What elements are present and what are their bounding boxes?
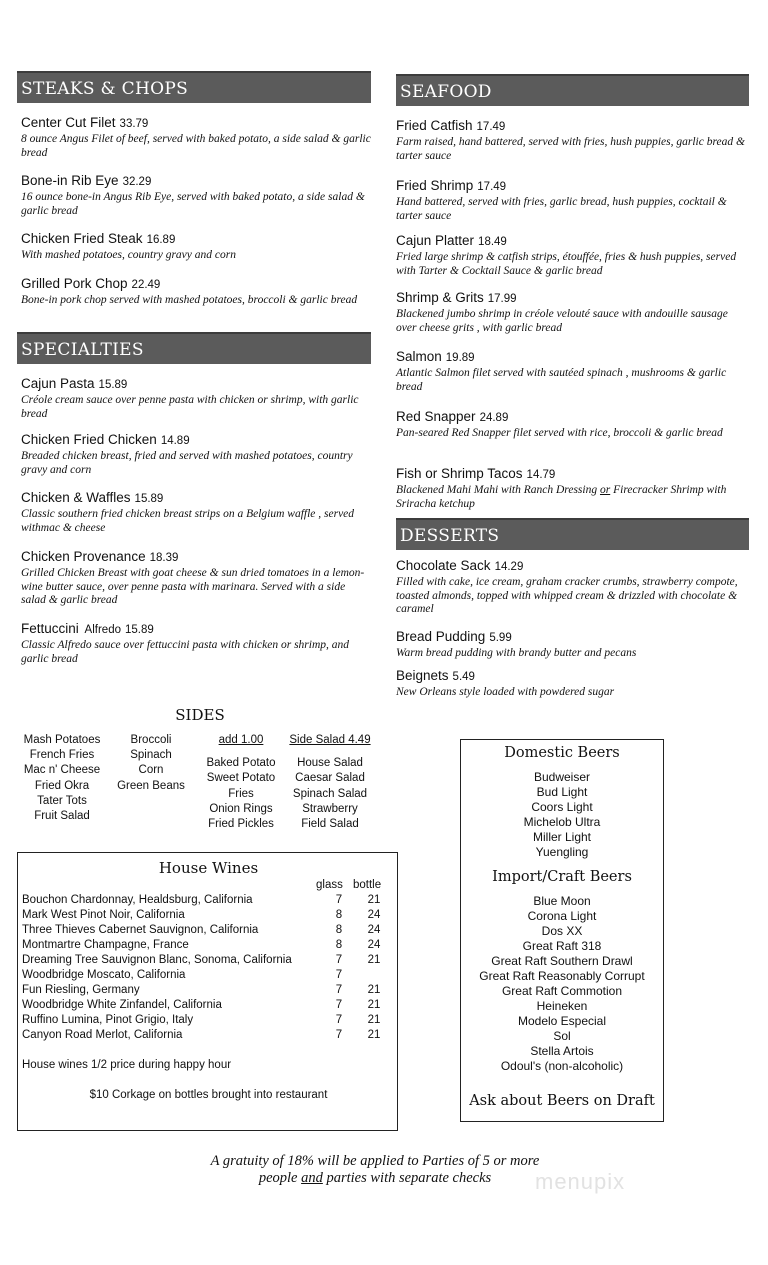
- beer-item: Coors Light: [531, 800, 593, 814]
- menu-item: [21, 173, 371, 218]
- menu-item: [21, 621, 371, 666]
- item-price: 18.49: [478, 236, 507, 248]
- wine-name: Ruffino Lumina, Pinot Grigio, Italy: [22, 1014, 194, 1026]
- wine-row: [22, 968, 394, 983]
- menu-item: [21, 549, 371, 608]
- import-craft-beers-title: Import/Craft Beers: [492, 869, 632, 885]
- wine-glass-price: 7: [335, 954, 343, 966]
- item-description: New Orleans style loaded with powdered sugar: [396, 686, 615, 698]
- menu-item: [21, 276, 371, 308]
- wine-bottle-price: 21: [367, 999, 381, 1011]
- item-name: Grilled Pork Chop: [21, 276, 128, 291]
- domestic-beer-list: [461, 770, 663, 860]
- item-price: 17.49: [476, 121, 506, 133]
- beer-item: Modelo Especial: [517, 1014, 607, 1028]
- item-name: Chocolate Sack: [396, 558, 491, 573]
- wine-row: [22, 923, 394, 938]
- wine-bottle-price: 24: [367, 939, 381, 951]
- section-header-specialties: [17, 332, 371, 364]
- glass-header: glass: [316, 879, 343, 891]
- side-item: Fruit Salad: [34, 810, 90, 823]
- wine-name: Woodbridge Moscato, California: [22, 969, 186, 981]
- item-price: 14.79: [526, 469, 556, 481]
- sides-title: SIDES: [175, 706, 225, 724]
- side-item: Fried Okra: [34, 779, 90, 792]
- menu-item: [396, 409, 746, 441]
- item-name: Cajun Pasta: [21, 376, 95, 391]
- side-item: Field Salad: [301, 818, 359, 831]
- item-description: Hand battered, served with fries, garlic bread, hush puppies, cocktail & tarter sauce: [396, 196, 727, 222]
- item-description: Classic southern fried chicken breast strips on a Belgium waffle , served withmac & cheese: [21, 508, 355, 534]
- item-price: 18.39: [149, 552, 179, 564]
- gratuity-note: [150, 1153, 600, 1187]
- item-name: Fried Shrimp: [396, 178, 474, 193]
- side-item: Sweet Potato: [206, 772, 276, 785]
- wine-glass-price: 7: [335, 894, 343, 906]
- menu-item: [21, 432, 371, 477]
- item-description: [396, 484, 746, 511]
- menu-item: [21, 376, 371, 421]
- item-description: Pan-seared Red Snapper filet served with rice, broccoli & garlic bread: [396, 427, 723, 439]
- item-name: Salmon: [396, 349, 442, 364]
- beer-item: Michelob Ultra: [523, 815, 601, 829]
- menu-item: [396, 118, 746, 163]
- item-price: 15.89: [134, 493, 164, 505]
- wine-glass-price: 7: [335, 999, 343, 1011]
- wine-bottle-price: 21: [367, 1014, 381, 1026]
- sides-column-2: [111, 733, 191, 794]
- item-name: Fish or Shrimp Tacos: [396, 466, 523, 481]
- menu-item: [21, 115, 371, 160]
- wine-row: [22, 998, 394, 1013]
- wine-row: [22, 983, 394, 998]
- menu-item: [396, 349, 746, 394]
- item-name: Beignets: [396, 668, 449, 683]
- item-price: 14.29: [494, 561, 524, 573]
- item-price: 15.89: [98, 379, 128, 391]
- beer-item: Sol: [553, 1029, 571, 1043]
- side-item: House Salad: [297, 757, 363, 770]
- wine-row: [22, 938, 394, 953]
- wine-glass-price: 8: [335, 909, 343, 921]
- beer-item: Miller Light: [532, 830, 592, 844]
- side-item: Mash Potatoes: [23, 734, 101, 746]
- item-name: Chicken Fried Chicken: [21, 432, 157, 447]
- wine-row: [22, 908, 394, 923]
- section-title: SEAFOOD: [400, 82, 492, 102]
- sides-column-1: [12, 733, 112, 824]
- import-beer-list: [461, 894, 663, 1074]
- wine-row: [22, 893, 394, 908]
- side-column-header: add 1.00: [218, 734, 264, 746]
- wine-bottle-price: 21: [367, 1029, 381, 1041]
- item-price: 24.89: [479, 412, 509, 424]
- wine-name: Mark West Pinot Noir, California: [22, 909, 185, 921]
- draft-beer-note: Ask about Beers on Draft: [469, 1093, 655, 1109]
- wine-list: [22, 893, 394, 1043]
- wine-bottle-price: 24: [367, 924, 381, 936]
- menu-item: [396, 629, 746, 661]
- item-description: Classic Alfredo sauce over fettuccini pasta with chicken or shrimp, and garlic bread: [21, 639, 350, 665]
- item-description-emphasis: or: [599, 484, 611, 496]
- beer-item: Budweiser: [533, 770, 591, 784]
- item-price: 15.89: [124, 624, 154, 636]
- section-title: STEAKS & CHOPS: [21, 79, 189, 99]
- item-price: 14.89: [160, 435, 190, 447]
- side-item: Fries: [228, 787, 254, 800]
- item-description: Warm bread pudding with brandy butter and pecans: [396, 647, 637, 659]
- item-description: Fried large shrimp & catfish strips, étouffée, fries & hush puppies, served with Tarter & Cocktail Sauce & garlic bread: [396, 251, 737, 277]
- side-item: Mac n' Cheese: [23, 764, 101, 777]
- side-item: French Fries: [29, 749, 95, 762]
- item-name: Bread Pudding: [396, 629, 486, 644]
- beer-item: Great Raft Southern Drawl: [491, 954, 633, 968]
- item-price: 5.99: [489, 632, 512, 644]
- item-price: 19.89: [445, 352, 475, 364]
- side-item: Fried Pickles: [208, 818, 274, 831]
- item-name-suffix: Alfredo: [84, 624, 121, 636]
- wine-bottle-price: 21: [367, 894, 381, 906]
- menu-item: [396, 178, 746, 223]
- sides-column-4: [284, 733, 376, 832]
- menu-item: [396, 558, 746, 617]
- wine-glass-price: 7: [335, 1014, 343, 1026]
- beer-item: Great Raft Commotion: [501, 984, 623, 998]
- side-item: Spinach Salad: [292, 787, 368, 800]
- beer-item: Blue Moon: [533, 894, 591, 908]
- beers-box: [460, 739, 664, 1122]
- house-wines-box: [17, 852, 398, 1131]
- section-header-steaks: [17, 71, 371, 103]
- item-name: Chicken Fried Steak: [21, 231, 143, 246]
- house-wines-title: House Wines: [158, 859, 259, 877]
- side-item: Tater Tots: [37, 794, 87, 807]
- item-description: Filled with cake, ice cream, graham cracker crumbs, strawberry compote, toasted almonds, topped with whipped cream & drizzled with chocolate & caramel: [396, 576, 738, 615]
- bottle-header: bottle: [353, 879, 382, 891]
- watermark-logo: menupix: [535, 1169, 626, 1194]
- corkage-note: $10 Corkage on bottles brought into restaurant: [89, 1089, 328, 1101]
- item-name: Cajun Platter: [396, 233, 475, 248]
- item-name: Bone-in Rib Eye: [21, 173, 119, 188]
- wine-name: Woodbridge White Zinfandel, California: [22, 999, 222, 1011]
- item-description: Breaded chicken breast, fried and served with mashed potatoes, country gravy and corn: [21, 450, 353, 476]
- item-price: 33.79: [119, 118, 149, 130]
- wine-glass-price: 8: [335, 939, 343, 951]
- item-description: 8 ounce Angus Filet of beef, served with baked potato, a side salad & garlic bread: [21, 133, 371, 159]
- wine-glass-price: 7: [335, 1029, 343, 1041]
- item-description: Créole cream sauce over penne pasta with chicken or shrimp, with garlic bread: [21, 394, 359, 420]
- sides-column-3: [196, 733, 286, 832]
- happy-hour-note: House wines 1/2 price during happy hour: [22, 1059, 232, 1071]
- wine-glass-price: 7: [335, 969, 343, 981]
- item-price: 22.49: [131, 279, 161, 291]
- wine-column-headers: [22, 878, 394, 893]
- item-description-part: Firecracker Shrimp with Sriracha ketchup: [396, 484, 727, 510]
- wine-name: Three Thieves Cabernet Sauvignon, California: [22, 924, 259, 936]
- item-description: Atlantic Salmon filet served with sautéed spinach , mushrooms & garlic bread: [396, 367, 727, 393]
- gratuity-line-2: [150, 1170, 600, 1187]
- wine-glass-price: 8: [335, 924, 343, 936]
- item-description: Bone-in pork chop served with mashed potatoes, broccoli & garlic bread: [21, 294, 358, 306]
- beer-item: Great Raft 318: [522, 939, 602, 953]
- item-name: Red Snapper: [396, 409, 476, 424]
- side-item: Corn: [138, 764, 164, 777]
- item-price: 16.89: [146, 234, 176, 246]
- item-price: 17.49: [477, 181, 507, 193]
- item-description: With mashed potatoes, country gravy and corn: [21, 249, 236, 261]
- wine-row: [22, 953, 394, 968]
- item-name: Fettuccini: [21, 621, 79, 636]
- item-description: Blackened jumbo shrimp in créole velouté sauce with andouille sausage over cheese grits , with garlic bread: [396, 308, 728, 334]
- menu-item: [21, 490, 371, 535]
- menu-item: [396, 233, 746, 278]
- item-name: Chicken & Waffles: [21, 490, 131, 505]
- beer-item: Dos XX: [541, 924, 583, 938]
- section-title: SPECIALTIES: [21, 340, 144, 360]
- side-item: Green Beans: [117, 779, 185, 792]
- wine-name: Montmartre Champagne, France: [22, 939, 189, 951]
- item-name: Center Cut Filet: [21, 115, 116, 130]
- item-price: 32.29: [122, 176, 152, 188]
- beer-item: Corona Light: [527, 909, 597, 923]
- beer-item: Bud Light: [536, 785, 588, 799]
- gratuity-emphasis: and: [301, 1170, 323, 1186]
- item-name: Shrimp & Grits: [396, 290, 484, 305]
- domestic-beers-title: Domestic Beers: [504, 745, 620, 761]
- item-price: 5.49: [452, 671, 475, 683]
- side-item: Onion Rings: [209, 802, 273, 815]
- side-item: Spinach: [130, 749, 172, 762]
- wine-row: [22, 1028, 394, 1043]
- wine-bottle-price: 21: [367, 984, 381, 996]
- side-item: Baked Potato: [206, 757, 276, 770]
- gratuity-line-1: A gratuity of 18% will be applied to Parties of 5 or more: [210, 1153, 540, 1169]
- item-price: 17.99: [487, 293, 517, 305]
- menu-item: [396, 466, 746, 511]
- wine-bottle-price: 21: [367, 954, 381, 966]
- item-name: Fried Catfish: [396, 118, 473, 133]
- wine-glass-price: 7: [335, 984, 343, 996]
- side-item: Caesar Salad: [295, 772, 365, 785]
- side-column-header: Side Salad 4.49: [289, 734, 371, 746]
- beer-item: Yuengling: [535, 845, 589, 859]
- gratuity-text: parties with separate checks: [322, 1170, 492, 1186]
- beer-item: Great Raft Reasonably Corrupt: [479, 969, 645, 983]
- wine-bottle-price: 24: [367, 909, 381, 921]
- item-description: 16 ounce bone-in Angus Rib Eye, served with baked potato, a side salad & garlic bread: [21, 191, 365, 217]
- beer-item: Heineken: [536, 999, 588, 1013]
- section-title: DESSERTS: [400, 526, 500, 546]
- beer-item: Odoul's (non-alcoholic): [500, 1059, 624, 1073]
- wine-name: Canyon Road Merlot, California: [22, 1029, 183, 1041]
- beer-item: Stella Artois: [530, 1044, 594, 1058]
- gratuity-text: people: [258, 1170, 302, 1186]
- menu-item: [21, 231, 371, 263]
- wine-row: [22, 1013, 394, 1028]
- item-description: Farm raised, hand battered, served with fries, hush puppies, garlic bread & tarter sauce: [396, 136, 745, 162]
- wine-name: Dreaming Tree Sauvignon Blanc, Sonoma, California: [22, 954, 292, 966]
- wine-name: Fun Riesling, Germany: [22, 984, 140, 996]
- section-header-desserts: [396, 518, 749, 550]
- side-item: Broccoli: [130, 734, 172, 746]
- section-header-seafood: [396, 74, 749, 106]
- menu-item: [396, 290, 746, 335]
- item-description: Grilled Chicken Breast with goat cheese & sun dried tomatoes in a lemon-wine butter sauce, over penne pasta with marinara. Served with a side salad & garlic bread: [21, 567, 365, 606]
- menu-item: [396, 668, 746, 700]
- item-description-part: Blackened Mahi Mahi with Ranch Dressing: [396, 484, 600, 496]
- wine-name: Bouchon Chardonnay, Healdsburg, California: [22, 894, 253, 906]
- item-name: Chicken Provenance: [21, 549, 146, 564]
- side-item: Strawberry: [302, 802, 358, 815]
